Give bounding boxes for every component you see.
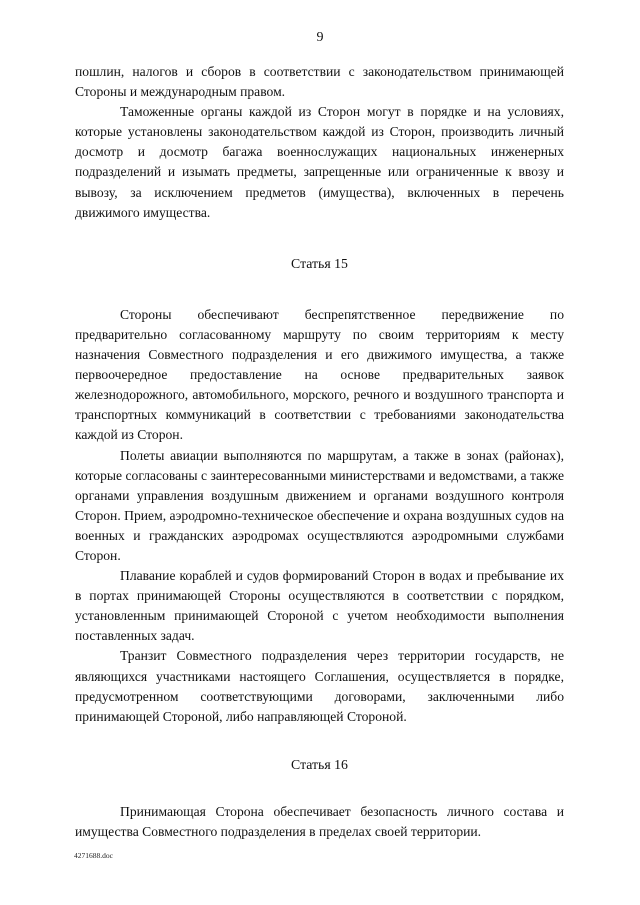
document-body (75, 62, 564, 842)
article-15-heading: Статья 15 (291, 255, 348, 271)
article-16-paragraph-1: Принимающая Сторона обеспечивает безопасность личного состава и имущества Совместного подразделения в пределах своей территории. (75, 803, 564, 839)
page-number: 9 (316, 30, 324, 45)
article-15-paragraph-4: Транзит Совместного подразделения через территории государств, не являющихся участниками настоящего Соглашения, осуществляется в порядке, предусмотренном соответствующими договорами, заключенными либо принимающей Стороной, либо направляющей Стороной. (75, 648, 564, 724)
article-16-heading: Статья 16 (291, 756, 348, 772)
article-15-paragraph-3: Плавание кораблей и судов формирований Сторон в водах и пребывание их в портах принимающей Стороны осуществляются в соответствии с порядком, установленным принимающей Стороной с учетом необходимости выполнения поставленных задач. (75, 568, 564, 644)
article-15-paragraph-2: Полеты авиации выполняются по маршрутам, а также в зонах (районах), которые согласованы с заинтересованными министерствами и ведомствами, а также органами управления воздушным движением и органами воздушного контроля Сторон. Прием, аэродромно-техническое обеспечение и охрана воздушных судов на военных и гражданских аэродромах осуществляются аэродромными службами Сторон. (75, 447, 564, 563)
article-16-body (75, 802, 564, 842)
footer-file-code: 4271688.doc (74, 851, 113, 860)
article-15-paragraph-1: Стороны обеспечивают беспрепятственное передвижение по предварительно согласованному маршруту по своим территориям к месту назначения Совместного подразделения и его движимого имущества, а также первоочередное предоставление на основе предварительных заявок железнодорожного, автомобильного, морского, речного и воздушного транспорта и транспортных коммуникаций в соответствии с требованиями законодательства каждой из Сторон. (75, 306, 564, 443)
paragraph-customs: Таможенные органы каждой из Сторон могут в порядке и на условиях, которые установлены законодательством каждой из Сторон, производить личный досмотр и досмотр багажа военнослужащих национальных инженерных подразделений и изымать предметы, запрещенные или ограниченные к ввозу и вывозу, за исключением предметов (имущества), включенных в перечень движимого имущества. (75, 104, 564, 220)
article-15-body (75, 305, 564, 727)
paragraph-continuation: пошлин, налогов и сборов в соответствии с законодательством принимающей Стороны и международным правом. (75, 64, 564, 100)
